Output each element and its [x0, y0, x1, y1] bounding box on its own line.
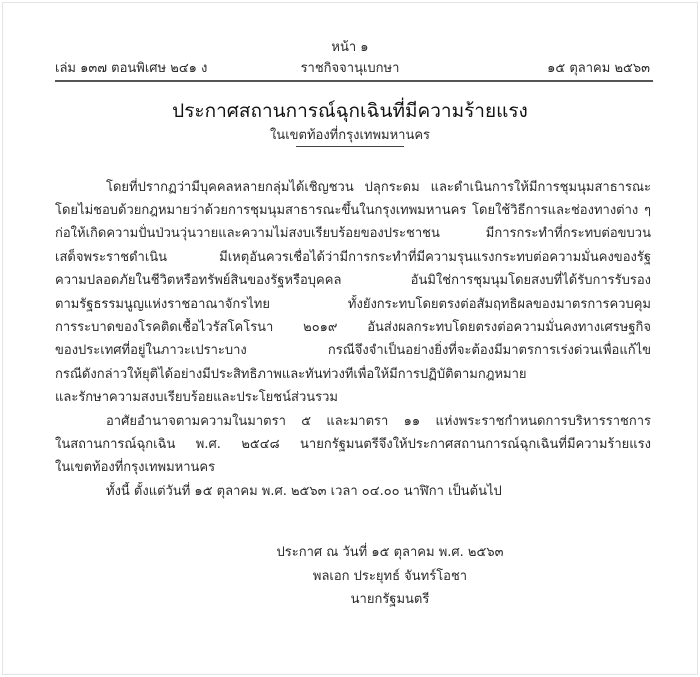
body-line: กรณีดังกล่าวให้ยุติได้อย่างมีประสิทธิภาพและทันท่วงทีเพื่อให้มีการปฏิบัติตามกฎหมาย	[55, 367, 527, 382]
header-rule	[55, 80, 653, 82]
gazette-name: ราชกิจจานุเบกษา	[300, 61, 400, 76]
body-line: โดยที่ปรากฏว่ามีบุคคลหลายกลุ่มได้เชิญชวน ปลุกระดม และดำเนินการให้มีการชุมนุมสาธารณะ	[106, 180, 651, 195]
body-line: อาศัยอำนาจตามความในมาตรา ๕ และมาตรา ๑๑ แห่งพระราชกำหนดการบริหารราชการ	[106, 414, 651, 429]
body-line: ของประเทศที่อยู่ในภาวะเปราะบาง กรณีจึงจำเป็นอย่างยิ่งที่จะต้องมีมาตรการเร่งด่วนเพื่อแก้ไข	[55, 343, 651, 358]
body-line: การระบาดของโรคติดเชื้อไวรัสโคโรนา ๒๐๑๙ อันส่งผลกระทบโดยตรงต่อความมั่นคงทางเศรษฐกิจ	[55, 320, 651, 335]
title-underline	[296, 146, 404, 147]
body-line: ก่อให้เกิดความปั่นป่วนวุ่นวายและความไม่สงบเรียบร้อยของประชาชน มีการกระทำที่กระทบต่อขบวน	[55, 226, 651, 241]
signature-date: ประกาศ ณ วันที่ ๑๕ ตุลาคม พ.ศ. ๒๕๖๓	[276, 545, 504, 560]
body-line: เสด็จพระราชดำเนิน มีเหตุอันควรเชื่อได้ว่ามีการกระทำที่มีความรุนแรงกระทบต่อความมั่นคงของรัฐ	[55, 250, 651, 265]
document-subtitle: ในเขตท้องที่กรุงเทพมหานคร	[269, 128, 431, 143]
body-line: ในเขตท้องที่กรุงเทพมหานคร	[55, 460, 216, 475]
body-line: ทั้งนี้ ตั้งแต่วันที่ ๑๕ ตุลาคม พ.ศ. ๒๕๖๓ เวลา ๐๔.๐๐ นาฬิกา เป็นต้นไป	[106, 484, 502, 499]
document-title: ประกาศสถานการณ์ฉุกเฉินที่มีความร้ายแรง	[172, 100, 528, 122]
body-line: ในสถานการณ์ฉุกเฉิน พ.ศ. ๒๕๔๘ นายกรัฐมนตรีจึงให้ประกาศสถานการณ์ฉุกเฉินที่มีความร้ายแรง	[55, 437, 651, 452]
body-line: และรักษาความสงบเรียบร้อยและประโยชน์ส่วนรวม	[55, 390, 338, 405]
gazette-date: ๑๕ ตุลาคม ๒๕๖๓	[547, 61, 650, 76]
body-line: ความปลอดภัยในชีวิตหรือทรัพย์สินของรัฐหรือบุคคล อันมิใช่การชุมนุมโดยสงบที่ได้รับการรับรอง	[55, 273, 651, 288]
volume-info: เล่ม ๑๓๗ ตอนพิเศษ ๒๔๑ ง	[55, 61, 208, 76]
page-number: หน้า ๑	[331, 40, 369, 55]
signatory-position: นายกรัฐมนตรี	[350, 592, 430, 607]
body-line: โดยไม่ชอบด้วยกฎหมายว่าด้วยการชุมนุมสาธารณะขึ้นในกรุงเทพมหานคร โดยใช้วิธีการและช่องทางต่าง ๆ	[55, 203, 651, 218]
body-line: ตามรัฐธรรมนูญแห่งราชอาณาจักรไทย ทั้งยังกระทบโดยตรงต่อสัมฤทธิผลของมาตรการควบคุม	[55, 297, 651, 312]
signatory-name: พลเอก ประยุทธ์ จันทร์โอชา	[312, 569, 468, 584]
